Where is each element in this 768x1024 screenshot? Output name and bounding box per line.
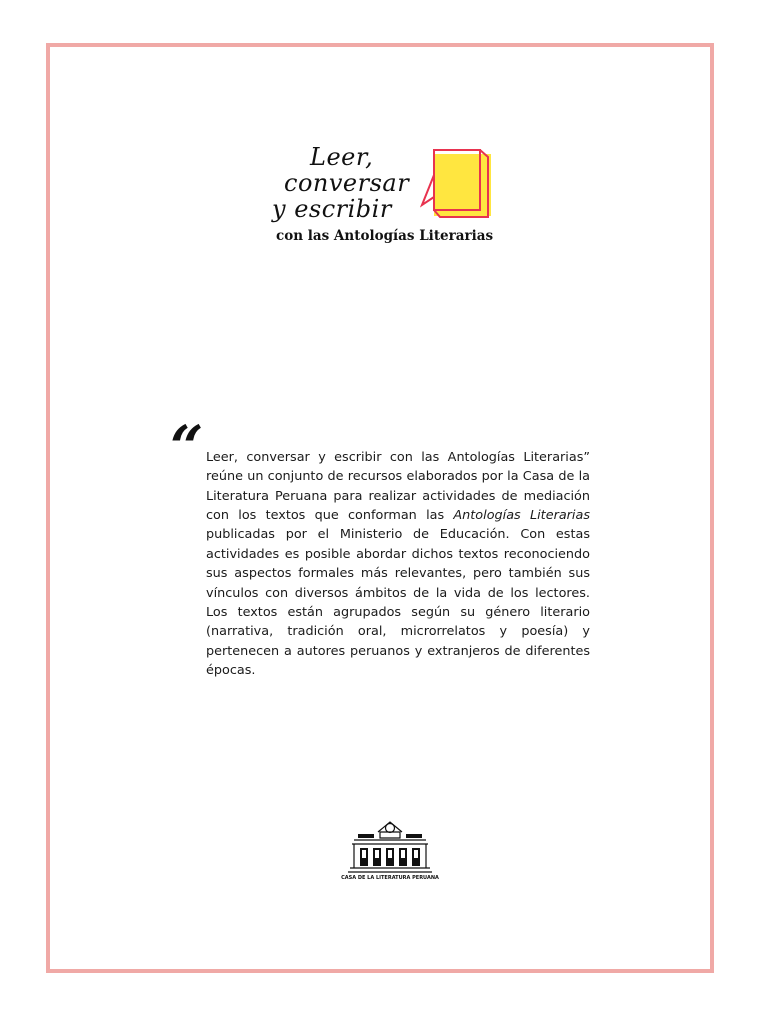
building-icon bbox=[340, 818, 440, 874]
institution-caption: CASA DE LA LITERATURA PERUANA bbox=[341, 875, 439, 881]
description-part-1: Leer, conversar y escribir con las Antologías Literarias” reúne un conjunto de recursos elaborados por la Casa de la Literatura Peruana para realizar actividades de mediación con los textos que conforman las bbox=[206, 449, 590, 524]
logo-subtitle: con las Antologías Literarias bbox=[276, 228, 494, 244]
logo-script-line-2: conversar bbox=[284, 169, 410, 197]
opening-quote-mark: “ bbox=[170, 413, 204, 481]
description-paragraph bbox=[206, 448, 590, 681]
logo-script-line-1: Leer, bbox=[310, 143, 374, 171]
description-part-2: publicadas por el Ministerio de Educación. Con estas actividades es posible abordar dichos textos reconociendo sus aspectos formales más relevantes, pero también sus vínculos con diversos ámbitos de la vida de los lectores. Los textos están agrupados según su género literario (narrativa, tradición oral, microrrelatos y poesía) y pertenecen a autores peruanos y extranjeros de diferentes épocas. bbox=[206, 527, 590, 679]
description-emphasis: Antologías Literarias bbox=[453, 508, 590, 524]
logo-script-line-3: y escribir bbox=[272, 195, 392, 223]
book-speech-icon bbox=[420, 145, 498, 225]
institution-logo bbox=[340, 818, 440, 890]
program-logo bbox=[270, 145, 500, 255]
